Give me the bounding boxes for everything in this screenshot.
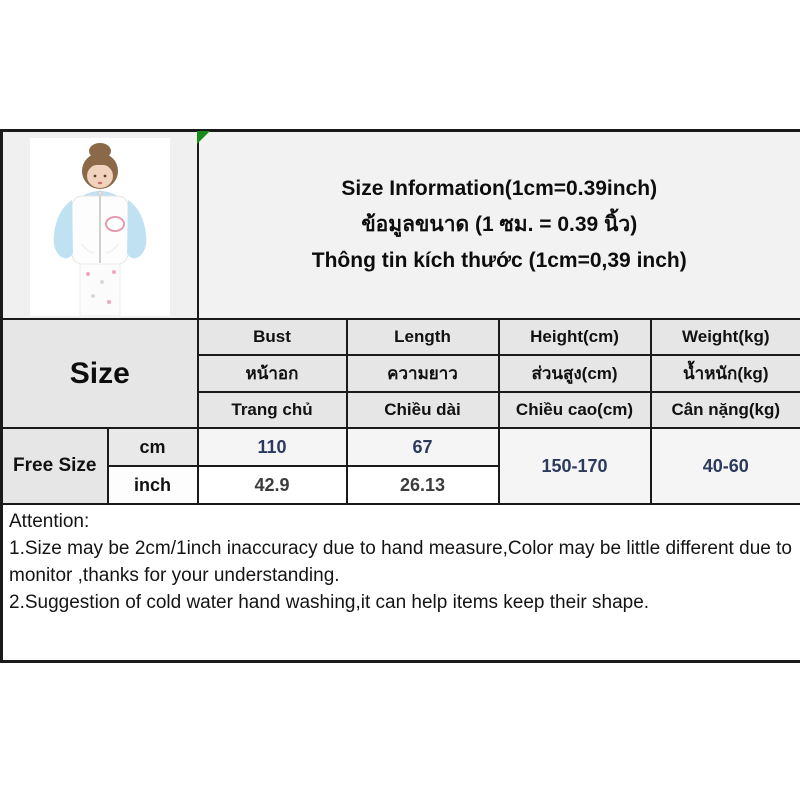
header-length-en: Length bbox=[347, 319, 499, 355]
size-label: Size bbox=[2, 319, 198, 428]
attention-box bbox=[2, 504, 800, 662]
header-bust-vi: Trang chủ bbox=[198, 392, 347, 428]
attention-item-1: 1.Size may be 2cm/1inch inaccuracy due to hand measure,Color may be little different due to monitor ,thanks for your understanding. bbox=[9, 538, 793, 586]
bust-inch-value: 42.9 bbox=[198, 466, 347, 504]
product-photo bbox=[30, 138, 170, 316]
size-table bbox=[0, 129, 800, 663]
title-line-th: ข้อมูลขนาด (1 ซม. = 0.39 นิ้ว) bbox=[361, 213, 638, 236]
unit-inch-label: inch bbox=[108, 466, 198, 504]
bust-cm-value: 110 bbox=[198, 428, 347, 466]
row-label-free-size: Free Size bbox=[2, 428, 108, 504]
header-bust-en: Bust bbox=[198, 319, 347, 355]
weight-range-value: 40-60 bbox=[651, 428, 800, 504]
header-weight-th: น้ำหนัก(kg) bbox=[651, 355, 800, 392]
height-range-value: 150-170 bbox=[499, 428, 651, 504]
header-height-en: Height(cm) bbox=[499, 319, 651, 355]
product-photo-cell bbox=[2, 131, 198, 320]
header-weight-vi: Cân nặng(kg) bbox=[651, 392, 800, 428]
header-length-th: ความยาว bbox=[347, 355, 499, 392]
header-weight-en: Weight(kg) bbox=[651, 319, 800, 355]
title-line-en: Size Information(1cm=0.39inch) bbox=[341, 177, 658, 200]
header-length-vi: Chiều dài bbox=[347, 392, 499, 428]
title-line-vi: Thông tin kích thước (1cm=0,39 inch) bbox=[311, 249, 687, 272]
model-illustration bbox=[30, 138, 170, 316]
header-height-vi: Chiều cao(cm) bbox=[499, 392, 651, 428]
length-cm-value: 67 bbox=[347, 428, 499, 466]
length-inch-value: 26.13 bbox=[347, 466, 499, 504]
attention-item-2: 2.Suggestion of cold water hand washing,it can help items keep their shape. bbox=[9, 592, 650, 613]
header-height-th: ส่วนสูง(cm) bbox=[499, 355, 651, 392]
unit-cm-label: cm bbox=[108, 428, 198, 466]
header-bust-th: หน้าอก bbox=[198, 355, 347, 392]
title-cell bbox=[198, 131, 800, 320]
attention-heading: Attention: bbox=[9, 511, 90, 532]
